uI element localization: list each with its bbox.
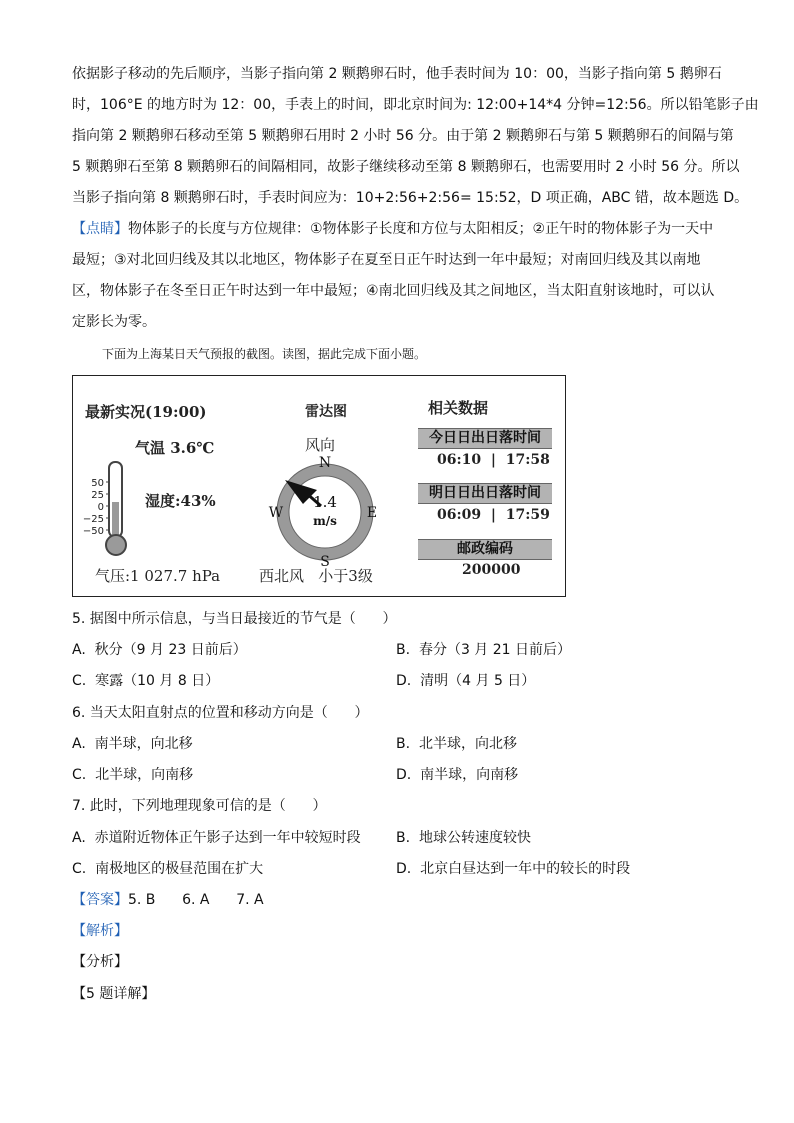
answer-text: 5. B 6. A 7. A xyxy=(128,892,264,908)
wind-speed: 1.4 xyxy=(313,493,337,511)
explanation-line: 当影子指向第 8 颗鹅卵石时，手表时间应为：10+2:56+2:56= 15:52，D 项正确，ABC 错，故本题选 D。 xyxy=(72,190,749,206)
weather-forecast-panel xyxy=(72,375,566,597)
humidity-value: 湿度:43% xyxy=(145,492,216,510)
thermometer-tick: −50 xyxy=(82,526,104,537)
compass-w: W xyxy=(268,505,284,521)
answer-label: 【答案】 xyxy=(72,892,128,908)
radar-title: 雷达图 xyxy=(305,404,347,420)
thermometer-tick: 0 xyxy=(97,502,104,513)
tip-line-first xyxy=(72,214,724,245)
question-6-option-b: B. 北半球，向北移 xyxy=(396,736,517,752)
explanation-paragraph xyxy=(72,59,759,338)
tip-line: 最短；③对北回归线及其以北地区，物体影子在夏至日正午时达到一年中最短；对南回归线及其以南地 xyxy=(72,252,701,268)
postcode-label: 邮政编码 xyxy=(418,539,552,560)
tomorrow-sun-times: 06:09 | 17:59 xyxy=(437,507,550,523)
question-7-option-c: C. 南极地区的极昼范围在扩大 xyxy=(72,861,264,877)
question-5-stem: 5. 据图中所示信息，与当日最接近的节气是（ ） xyxy=(72,611,397,627)
question-7-option-a: A. 赤道附近物体正午影子达到一年中较短时段 xyxy=(72,830,361,846)
temperature-value: 气温 3.6℃ xyxy=(135,439,215,457)
wind-unit: m/s xyxy=(313,514,337,528)
compass-s: S xyxy=(320,554,330,570)
thermometer-tick: 50 xyxy=(91,478,104,489)
question-5-option-a: A. 秋分（9 月 23 日前后） xyxy=(72,642,247,658)
explanation-line: 5 颗鹅卵石至第 8 颗鹅卵石的间隔相同，故影子继续移动至第 8 颗鹅卵石，也需要用时 2 小时 56 分。所以 xyxy=(72,159,740,175)
answer-line xyxy=(72,889,264,909)
thermometer-tick: 25 xyxy=(91,490,104,501)
explanation-line: 依据影子移动的先后顺序，当影子指向第 2 颗鹅卵石时，他手表时间为 10：00，当影子指向第 5 鹅卵石 xyxy=(72,66,722,82)
question-5-option-d: D. 清明（4 月 5 日） xyxy=(396,673,536,689)
today-sun-label: 今日日出日落时间 xyxy=(418,428,552,449)
wind-compass xyxy=(269,455,377,570)
latest-title: 最新实况(19:00) xyxy=(85,403,207,421)
compass-e: E xyxy=(366,505,378,521)
question-6-option-d: D. 南半球，向南移 xyxy=(396,767,519,783)
question-7-option-d: D. 北京白昼达到一年中的较长的时段 xyxy=(396,861,631,877)
tip-label: 【点睛】 xyxy=(72,221,128,237)
analysis-label: 【解析】 xyxy=(72,923,128,939)
postcode-value: 200000 xyxy=(462,562,521,578)
question-6-stem: 6. 当天太阳直射点的位置和移动方向是（ ） xyxy=(72,705,369,721)
tip-line: 物体影子的长度与方位规律：①物体影子长度和方位与太阳相反；②正午时的物体影子为一天中 xyxy=(128,221,714,237)
tomorrow-sun-label: 明日日出日落时间 xyxy=(418,483,552,504)
related-title: 相关数据 xyxy=(428,399,489,417)
explanation-line: 时，106°E 的地方时为 12：00，手表上的时间，即北京时间为: 12:00+14*4 分钟=12:56。所以铅笔影子由 xyxy=(72,97,759,113)
explanation-line: 指向第 2 颗鹅卵石移动至第 5 颗鹅卵石用时 2 小时 56 分。由于第 2 颗鹅卵石与第 5 颗鹅卵石的间隔与第 xyxy=(72,128,734,144)
question-5-option-b: B. 春分（3 月 21 日前后） xyxy=(396,642,572,658)
question-6-option-c: C. 北半球，向南移 xyxy=(72,767,194,783)
question-5-option-c: C. 寒露（10 月 8 日） xyxy=(72,673,220,689)
today-sun-times: 06:10 | 17:58 xyxy=(437,452,550,468)
compass-n: N xyxy=(318,455,332,471)
question-7-option-b: B. 地球公转速度较快 xyxy=(396,830,531,846)
thermometer-tick: −25 xyxy=(82,514,104,525)
question-7-stem: 7. 此时，下列地理现象可信的是（ ） xyxy=(72,798,327,814)
wind-desc: 西北风 小于3级 xyxy=(259,567,373,585)
question-6-option-a: A. 南半球，向北移 xyxy=(72,736,193,752)
tip-line: 区，物体影子在冬至日正午时达到一年中最短；④南北回归线及其之间地区，当太阳直射该地时，可以认 xyxy=(72,283,715,299)
detail-label: 【5 题详解】 xyxy=(72,986,156,1002)
weather-intro: 下面为上海某日天气预报的截图。读图，据此完成下面小题。 xyxy=(102,347,427,361)
pressure-value: 气压:1 027.7 hPa xyxy=(95,567,221,585)
fenxi-label: 【分析】 xyxy=(72,954,128,970)
tip-line: 定影长为零。 xyxy=(72,314,156,330)
wind-label: 风向 xyxy=(305,436,336,454)
